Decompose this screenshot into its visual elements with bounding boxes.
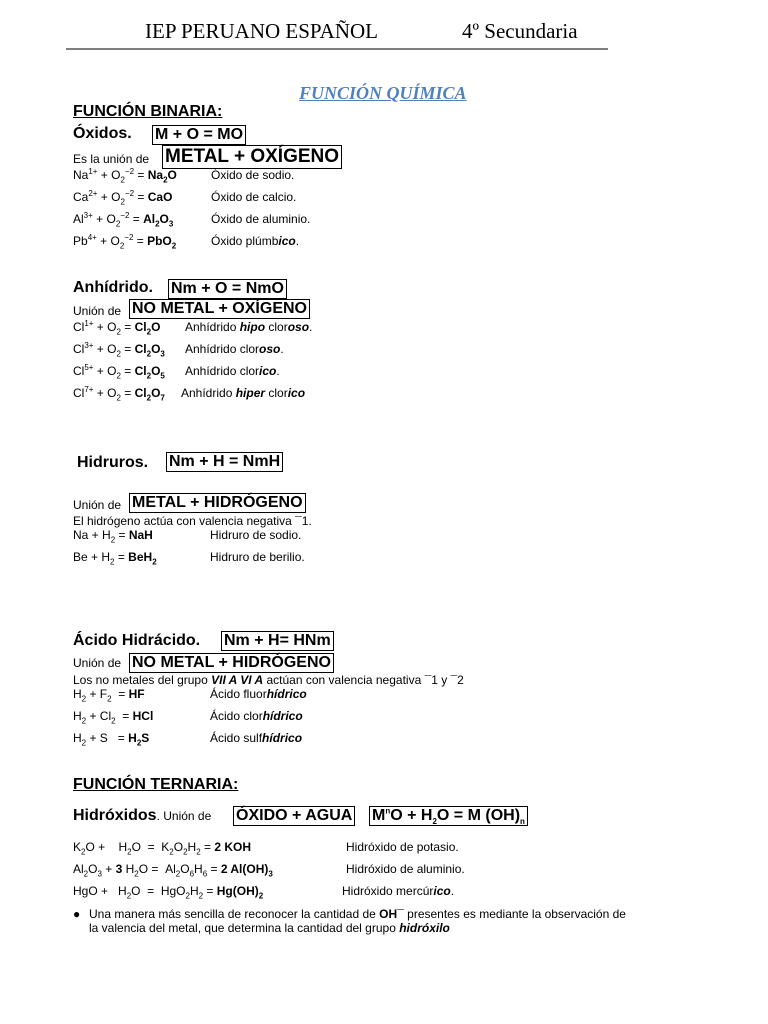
hidroxidos-label: Hidróxidos. Unión de [73,807,212,824]
hidruros-label: Hidruros. [77,454,149,471]
anhidrido-box: NO METAL + OXÍGENO [129,299,310,319]
hidracido-row-1: $H_2 + F_2$ = HF [73,687,145,704]
oxidos-formula: M + O = MO [152,125,246,145]
hidroxidos-box-2: $M^nO + H_2O = M$ $(OH)_n$ [369,806,528,826]
oxido-row-1: $Na^{1+} + O_2^{-2} = Na_2O$ [73,167,177,185]
hidruro-row-2: $Be + H_2 = BeH_2$ [73,550,157,567]
hidruro-row-1: $Na + H_2$ = NaH [73,528,153,545]
hidroxido-row-2: $Al_2O_3 + 3$ $H_2O = Al_2O_6H_6 = 2$ $Al(OH)_3$ [73,862,273,879]
hidroxidos-box-1: ÓXIDO + AGUA [233,806,355,826]
hidruros-note: El hidrógeno actúa con valencia negativa ¯1. [73,514,312,528]
hidracido-note: Los no metales del grupo VII A VI A actúan con valencia negativa ¯1 y ¯2 [73,673,464,687]
hidracido-name-3: Ácido sulfhídrico [210,731,303,745]
page-title: FUNCIÓN QUÍMICA [299,83,467,103]
anhidrido-row-4: $Cl^{7+} + O_2 = Cl_2O_7$ [73,385,165,403]
hidroxido-name-1: Hidróxido de potasio. [346,840,459,854]
oxidos-label: Óxidos. [73,125,132,142]
school-name: IEP PERUANO ESPAÑOL [145,19,378,43]
grade-label: 4º Secundaria [462,19,578,43]
anhidrido-name-4: Anhídrido hiper clorico [181,386,306,400]
section-binaria: FUNCIÓN BINARIA: [73,103,223,120]
anhidrido-label: Anhídrido. [73,279,153,296]
hidroxido-row-3: HgO + $H_2O = HgO_2H_2 = Hg(OH)_2$ [73,884,264,901]
anhidrido-intro: Unión de [73,304,122,318]
hidracido-label: Ácido Hidrácido. [73,632,201,649]
hidruros-formula: Nm + H = NmH [166,452,283,472]
hidruro-name-1: Hidruro de sodio. [210,528,302,542]
oxido-name-4: Óxido plúmbico. [211,234,300,248]
section-ternaria: FUNCIÓN TERNARIA: [73,776,239,793]
oxido-row-3: $Al^{3+} + O_2^{-2} = Al_2O_3$ [73,211,174,229]
hidracido-name-2: Ácido clorhídrico [210,709,303,723]
hidracido-row-3: $H_2 + S = H_2S$ [73,731,150,748]
anhidrido-row-3: $Cl^{5+} + O_2 = Cl_2O_5$ [73,363,165,381]
oxido-name-2: Óxido de calcio. [211,190,297,204]
hidruros-intro: Unión de [73,498,122,512]
oxido-name-1: Óxido de sodio. [211,168,295,182]
anhidrido-formula: Nm + O = NmO [168,279,287,299]
hidracido-formula: Nm + H= HNm [221,631,334,651]
oxidos-intro: Es la unión de [73,152,150,166]
oxido-row-2: $Ca^{2+} + O_2^{-2}$ = CaO [73,189,173,207]
bullet-line-1: Una manera más sencilla de reconocer la cantidad de OH¯ presentes es mediante la observación de [89,907,626,921]
hidroxido-row-1: $K_2O$ + $H_2O = K_2O_2H_2 = 2$ KOH [73,840,252,857]
hidruros-box: METAL + HIDRÓGENO [129,493,306,513]
hidracido-name-1: Ácido fluorhídrico [210,687,307,701]
hidruro-name-2: Hidruro de berilio. [210,550,305,564]
anhidrido-name-2: Anhídrido cloroso. [185,342,284,356]
hidracido-intro: Unión de [73,656,122,670]
header-rule [66,48,608,50]
bullet-dot: ● [73,907,81,921]
anhidrido-name-1: Anhídrido hipo cloroso. [185,320,313,334]
anhidrido-row-1: $Cl^{1+} + O_2 = Cl_2O$ [73,319,161,337]
oxido-name-3: Óxido de aluminio. [211,212,311,226]
oxido-row-4: $Pb^{4+} + O_2^{-2} = PbO_2$ [73,233,177,251]
hidracido-box: NO METAL + HIDRÓGENO [129,653,334,673]
oxidos-box: METAL + OXÍGENO [162,145,342,169]
hidracido-row-2: $H_2 + Cl_2$ = HCl [73,709,154,726]
anhidrido-row-2: $Cl^{3+} + O_2 = Cl_2O_3$ [73,341,165,359]
hidroxido-name-3: Hidróxido mercúrico. [342,884,455,898]
anhidrido-name-3: Anhídrido clorico. [185,364,280,378]
hidroxido-name-2: Hidróxido de aluminio. [346,862,465,876]
bullet-line-2: la valencia del metal, que determina la cantidad del grupo hidróxilo [89,921,450,935]
